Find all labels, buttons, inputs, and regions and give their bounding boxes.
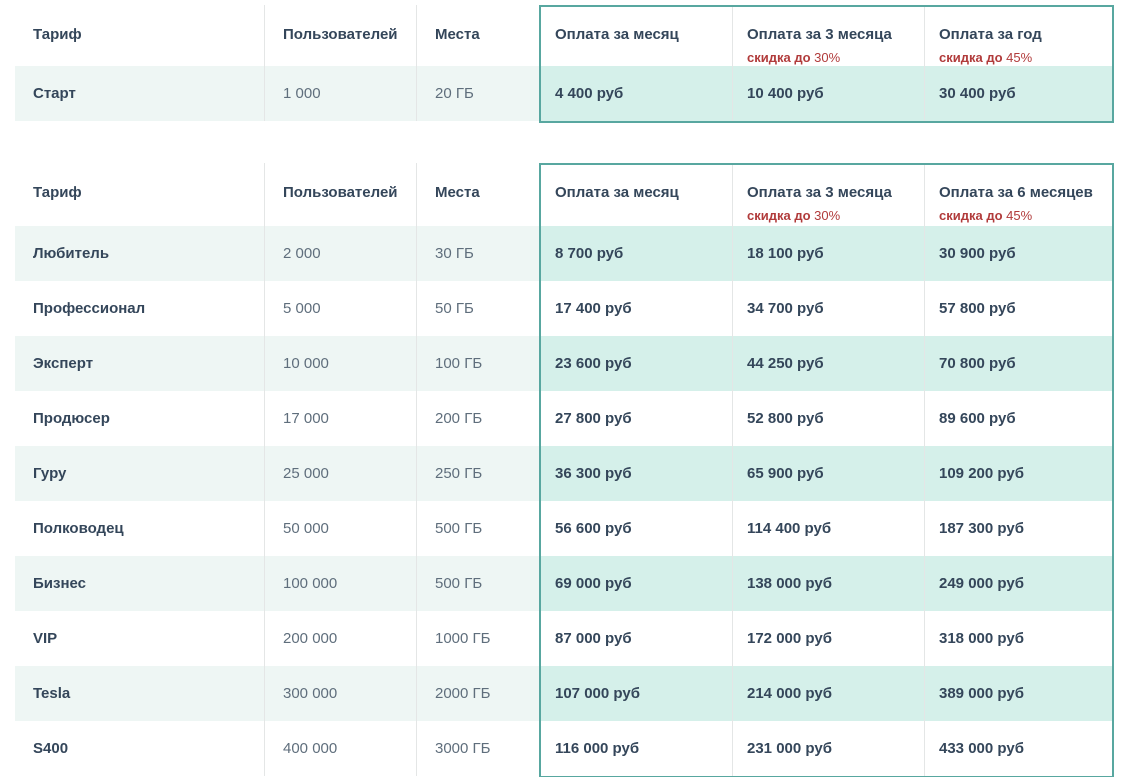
price-6months-cell: 433 000 руб	[939, 740, 1024, 757]
pay-header-label: Оплата за месяц	[555, 184, 679, 201]
plan-columns	[15, 5, 539, 121]
column-header-pay-6months	[925, 165, 1112, 226]
users-cell: 300 000	[265, 666, 417, 721]
pricing-table-start	[15, 5, 1121, 123]
pay-header-label: Оплата за 3 месяца	[747, 26, 892, 43]
users-cell: 2 000	[265, 226, 417, 281]
price-6months-cell: 30 900 руб	[925, 226, 1112, 281]
price-month-cell: 107 000 руб	[541, 666, 733, 721]
price-3months-cell: 34 700 руб	[733, 281, 925, 336]
users-cell: 5 000	[265, 281, 417, 336]
price-month-cell: 27 800 руб	[541, 391, 733, 446]
price-3months-cell: 138 000 руб	[733, 556, 925, 611]
users-cell: 25 000	[265, 446, 417, 501]
price-6months-cell: 187 300 руб	[939, 520, 1024, 537]
price-6months-cell: 249 000 руб	[925, 556, 1112, 611]
storage-cell: 500 ГБ	[417, 556, 539, 611]
pay-header-label: Оплата за год	[939, 26, 1042, 43]
price-3months-cell: 65 900 руб	[733, 446, 925, 501]
users-cell: 1 000	[265, 66, 417, 121]
storage-cell: 3000 ГБ	[435, 740, 491, 757]
price-month-cell: 36 300 руб	[541, 446, 733, 501]
storage-cell: 50 ГБ	[435, 300, 474, 317]
column-header-pay-month	[541, 165, 733, 226]
price-3months-cell: 172 000 руб	[733, 611, 925, 666]
column-header-storage: Места	[435, 184, 480, 201]
price-3months-cell: 10 400 руб	[733, 66, 925, 121]
column-header-plan: Тариф	[15, 5, 265, 66]
storage-cell: 20 ГБ	[417, 66, 539, 121]
price-month-cell: 116 000 руб	[541, 721, 733, 776]
price-month-cell: 23 600 руб	[541, 336, 733, 391]
users-cell: 200 000	[265, 611, 417, 666]
price-6months-cell: 318 000 руб	[939, 630, 1024, 647]
plan-name-cell: Tesla	[15, 666, 265, 721]
plan-name-cell: Любитель	[15, 226, 265, 281]
price-6months-cell: 389 000 руб	[925, 666, 1112, 721]
price-3months-cell: 214 000 руб	[733, 666, 925, 721]
users-cell: 10 000	[265, 336, 417, 391]
plan-name-cell: Эксперт	[15, 336, 265, 391]
plan-name-cell: Бизнес	[15, 556, 265, 611]
storage-cell: 200 ГБ	[435, 410, 483, 427]
column-header-pay-3months	[733, 165, 925, 226]
column-header-users: Пользователей	[265, 163, 417, 226]
discount-note: скидка до 45%	[939, 208, 1033, 223]
price-month-cell: 69 000 руб	[541, 556, 733, 611]
price-6months-cell: 109 200 руб	[925, 446, 1112, 501]
price-3months-cell: 231 000 руб	[733, 721, 925, 776]
plan-name-cell: S400	[15, 721, 265, 776]
plan-name-cell: Гуру	[15, 446, 265, 501]
storage-cell: 250 ГБ	[417, 446, 539, 501]
users-cell: 17 000	[265, 391, 417, 446]
users-cell: 50 000	[265, 501, 417, 556]
storage-cell: 100 ГБ	[417, 336, 539, 391]
price-month-cell: 4 400 руб	[541, 66, 733, 121]
discount-note: скидка до 45%	[939, 50, 1033, 65]
price-month-cell: 87 000 руб	[541, 611, 733, 666]
column-header-pay-year	[925, 7, 1112, 66]
plan-columns	[15, 163, 539, 776]
column-header-pay-month	[541, 7, 733, 66]
storage-cell: 500 ГБ	[435, 520, 483, 537]
price-month-cell: 8 700 руб	[541, 226, 733, 281]
discount-note: скидка до 30%	[747, 50, 841, 65]
pay-header-label: Оплата за 3 месяца	[747, 184, 892, 201]
column-header-users: Пользователей	[265, 5, 417, 66]
price-month-cell: 17 400 руб	[541, 281, 733, 336]
price-3months-cell: 44 250 руб	[733, 336, 925, 391]
column-header-storage: Места	[435, 26, 480, 43]
plan-name-cell: Профессионал	[15, 281, 265, 336]
users-cell: 100 000	[265, 556, 417, 611]
column-header-plan: Тариф	[15, 163, 265, 226]
price-month-cell: 56 600 руб	[541, 501, 733, 556]
payment-columns	[539, 5, 1114, 123]
price-3months-cell: 52 800 руб	[733, 391, 925, 446]
storage-cell: 30 ГБ	[417, 226, 539, 281]
price-6months-cell: 57 800 руб	[939, 300, 1016, 317]
plan-name-cell: Продюсер	[15, 391, 265, 446]
pay-header-label: Оплата за месяц	[555, 26, 679, 43]
plan-name-cell: Полководец	[15, 501, 265, 556]
plan-name-cell: VIP	[15, 611, 265, 666]
storage-cell: 2000 ГБ	[417, 666, 539, 721]
storage-cell: 1000 ГБ	[435, 630, 491, 647]
discount-note: скидка до 30%	[747, 208, 841, 223]
price-6months-cell: 70 800 руб	[925, 336, 1112, 391]
price-3months-cell: 18 100 руб	[733, 226, 925, 281]
price-3months-cell: 114 400 руб	[733, 501, 925, 556]
payment-columns	[539, 163, 1114, 777]
column-header-pay-3months	[733, 7, 925, 66]
price-6months-cell: 89 600 руб	[939, 410, 1016, 427]
plan-name-cell: Старт	[15, 66, 265, 121]
users-cell: 400 000	[265, 721, 417, 776]
pricing-table-main	[15, 163, 1121, 777]
price-year-cell: 30 400 руб	[925, 66, 1112, 121]
pay-header-label: Оплата за 6 месяцев	[939, 184, 1093, 201]
